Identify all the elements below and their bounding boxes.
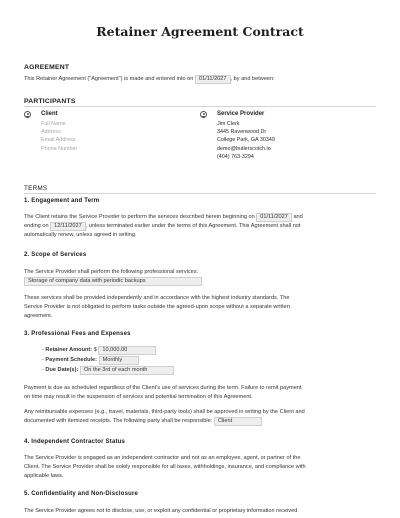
provider-name: Jim Clerk xyxy=(217,121,240,127)
provider-title: Service Provider xyxy=(217,111,265,117)
payment-schedule-field[interactable]: Monthly xyxy=(99,356,139,365)
agreement-heading: AGREEMENT xyxy=(24,64,70,71)
section-1-heading: 1. Engagement and Term xyxy=(24,198,100,204)
payment-schedule-row: - Payment Schedule: Monthly xyxy=(42,356,139,365)
section-2-body-line: Service Provider is not obligated to perform tasks outside the agreed-upon scope without a separate written xyxy=(24,304,290,310)
section-1-sentence: The Client retains the Service Provider to perform the services described herein beginning on xyxy=(24,214,255,220)
agreement-intro: This Retainer Agreement ("Agreement") is made and entered into on xyxy=(24,76,194,82)
agreement-outro: , by and between: xyxy=(230,76,275,82)
client-full-name-field[interactable]: Full Name xyxy=(41,121,66,127)
section-5-text: The Service Provider agrees not to disclose, use, or exploit any confidential or proprietary information received xyxy=(24,508,298,514)
provider-phone: (404) 763-3294 xyxy=(217,154,254,160)
retainer-amount-row: - Retainer Amount: $ 10,000.00 xyxy=(42,346,156,355)
section-5-heading: 5. Confidentiality and Non-Disclosure xyxy=(24,491,139,497)
retainer-amount-label: Retainer Amount: xyxy=(45,347,93,353)
section-2-intro: The Service Provider shall perform the following professional services: xyxy=(24,269,199,275)
section-3-heading: 3. Professional Fees and Expenses xyxy=(24,331,131,337)
divider xyxy=(24,193,376,194)
section-4-line: Client. The Service Provider shall be solely responsible for all taxes, withholdings, insurance, and compliance with xyxy=(24,464,306,470)
agreement-text xyxy=(24,75,376,84)
divider xyxy=(24,106,376,107)
client-phone-field[interactable]: Phone Number xyxy=(41,146,78,152)
section-4-line: The Service Provider is engaged as an independent contractor and not as an employee, agent, or partner of the xyxy=(24,455,301,461)
section-2-heading: 2. Scope of Services xyxy=(24,252,87,258)
responsible-party-field[interactable]: Client xyxy=(214,417,262,426)
payment-schedule-label: Payment Schedule: xyxy=(45,357,98,363)
section-1-ending: ending on xyxy=(24,223,49,229)
section-2-body xyxy=(24,294,376,321)
provider-email: demo@butlerscotch.io xyxy=(217,146,271,152)
provider-user-icon xyxy=(200,111,207,118)
provider-city: College Park, GA 30349 xyxy=(217,137,275,143)
document-title: Retainer Agreement Contract xyxy=(96,24,304,39)
section-3-payment-text xyxy=(24,384,376,402)
section-1-and: and xyxy=(293,214,303,220)
section-2-body-line: These services shall be provided independently and in accordance with the highest industry standards. The xyxy=(24,295,290,301)
section-2-body-line: agreement. xyxy=(24,313,53,319)
client-address-field[interactable]: Address xyxy=(41,129,61,135)
end-date-field[interactable]: 12/11/2027 xyxy=(50,222,86,231)
expense-text-line: Any reimbursable expenses (e.g., travel, materials, third-party tools) shall be approved in writing by the Client and xyxy=(24,409,305,415)
retainer-amount-field[interactable]: 10,000.00 xyxy=(98,346,156,355)
section-3-expense-text xyxy=(24,408,376,426)
service-description-field[interactable]: Storage of company data with periodic backups xyxy=(24,277,202,286)
expense-text-line: documented with itemized receipts. The following party shall be responsible: xyxy=(24,418,213,424)
section-2-service-wrap xyxy=(24,277,202,286)
due-date-field[interactable]: On the 3rd of each month xyxy=(80,366,174,375)
payment-text-line: Payment is due as scheduled regardless of the Client's use of services during the term. Failure to remit payment xyxy=(24,385,302,391)
section-4-text xyxy=(24,454,376,481)
section-1-renew: automatically renew, unless agreed in writing. xyxy=(24,232,137,238)
section-1-clause: , unless terminated earlier under the terms of this Agreement. This Agreement shall not xyxy=(85,223,301,229)
start-date-field[interactable]: 01/11/2027 xyxy=(256,213,292,222)
section-4-line: applicable laws. xyxy=(24,473,64,479)
client-title: Client xyxy=(41,111,58,117)
client-user-icon xyxy=(24,111,31,118)
section-1-text xyxy=(24,213,376,240)
participants-heading: PARTICIPANTS xyxy=(24,98,76,105)
terms-heading: TERMS xyxy=(24,185,48,192)
provider-street: 3445 Ravenwood Dr xyxy=(217,129,267,135)
client-email-field[interactable]: Email Address xyxy=(41,137,76,143)
currency-symbol: $ xyxy=(93,347,97,353)
due-date-label: Due Date(s): xyxy=(45,367,79,373)
due-date-row: - Due Date(s): On the 3rd of each month xyxy=(42,366,174,375)
payment-text-line: on time may result in the suspension of services and potential termination of this Agreement. xyxy=(24,394,253,400)
agreement-date-field[interactable]: 01/11/2027 xyxy=(195,75,231,84)
section-4-heading: 4. Independent Contractor Status xyxy=(24,439,126,445)
